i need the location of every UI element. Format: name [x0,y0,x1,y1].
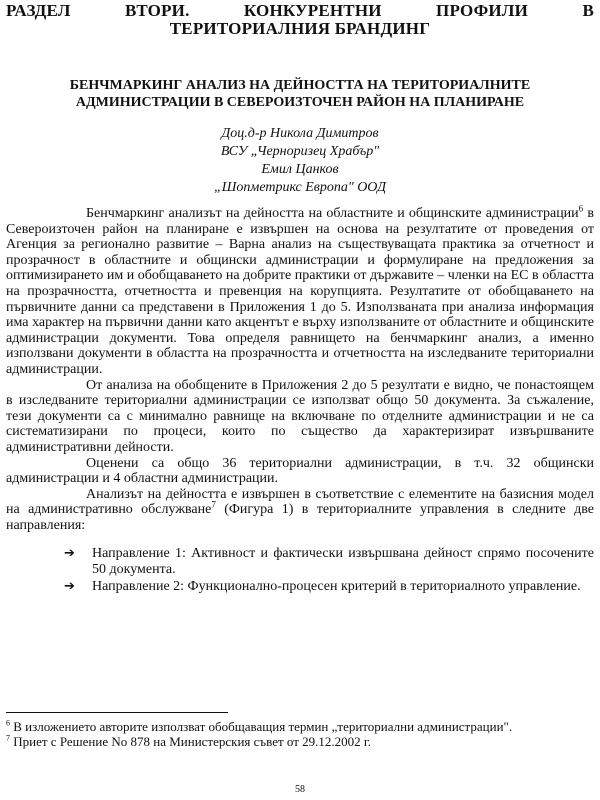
arrow-right-icon: ➔ [64,579,75,595]
list-item-text: Направление 2: Функционално-процесен критерий в териториалното управление. [92,579,581,595]
footnote-ref[interactable]: 7 [211,499,216,510]
paragraph-text: в Североизточен район на планиране е извършен на основа на резултатите от проведения от Агенция за регионално развитие – Варна анализ на съществуващата практика за отчетност и прозрачност в областните и общински администрации и формулиране на предложения за оптимизирането им и обобщаването на добрите практики от държавите – членки на ЕС в областта на прозрачността, отчетността и превенция на корупцията. Резултатите от обобщаването на първичните данни са представени в Приложения 1 до 5. Използваната при анализа информация има характер на първични данни като акцентът е върху използваните от областните и общинските администрации документи. Това определя равнището на бенчмаркинг анализ, а именно използвани документи в областта на прозрачността и отчетността на изследваните териториални администрации. [6,206,594,377]
author-affiliation: ВСУ „Черноризец Храбър" [220,144,380,159]
footnote-number: 6 [6,718,10,728]
footnote-ref[interactable]: 6 [578,203,584,214]
article-title: БЕНЧМАРКИНГ АНАЛИЗ НА ДЕЙНОСТТА НА ТЕРИТОРИАЛНИТЕ АДМИНИСТРАЦИИ В СЕВЕРОИЗТОЧЕН РАЙОН НА ПЛАНИРАНЕ [69,78,531,110]
list-item [60,579,594,595]
footnote-number: 7 [6,733,10,743]
section-title-line1: РАЗДЕЛ ВТОРИ. КОНКУРЕНТНИ ПРОФИЛИ В [6,1,594,20]
footnote-text: Приет с Решение No 878 на Министерския съвет от 29.12.2002 г. [10,733,372,749]
direction-list [60,546,594,597]
paragraph [6,203,594,378]
list-item-text: Направление 1: Активност и фактически извършвана дейност спрямо посочените 50 документа. [92,546,594,577]
arrow-right-icon: ➔ [64,546,75,561]
footnote-divider [6,712,228,713]
footnote-text: В изложението авторите използват обобщаващия термин „териториални администрации". [10,719,513,734]
footnote [6,735,594,750]
author-line: Емил Цанков [261,162,339,177]
body-text [6,203,595,533]
author-affiliation: „Шопметрикс Европа" ООД [214,180,386,195]
footnotes [6,720,594,749]
paragraph: От анализа на обобщените в Приложения 2 до 5 резултати е видно, че понастоящем в изследваните териториални администрации се използват общо 50 документа. За съжаление, тези документи са с минимално равнище на включване по отделните администрации и не са систематизирани по процеси, които по същество да характеризират извършваните административни дейности. [6,377,594,455]
footnote [6,720,594,735]
paragraph: Оценени са общо 36 териториални администрации, в т.ч. 32 общински администрации и 4 областни администрации. [6,455,594,487]
page-number: 58 [295,784,305,795]
authors-block [100,125,500,197]
author-line: Доц.д-р Никола Димитров [221,126,379,141]
paragraph-text: (Фигура 1) в териториалните управления в следните две направления: [6,502,595,533]
paragraph [6,487,594,534]
paragraph-text: Анализът на дейността е извършен в съответствие с елементите на базисния модел на административно обслужване [6,486,594,518]
section-title [6,2,594,38]
list-item [60,546,594,577]
section-title-line2: ТЕРИТОРИАЛНИЯ БРАНДИНГ [169,19,431,38]
paragraph-text: Бенчмаркинг анализът на дейността на областните и общинските администрации [86,206,579,221]
